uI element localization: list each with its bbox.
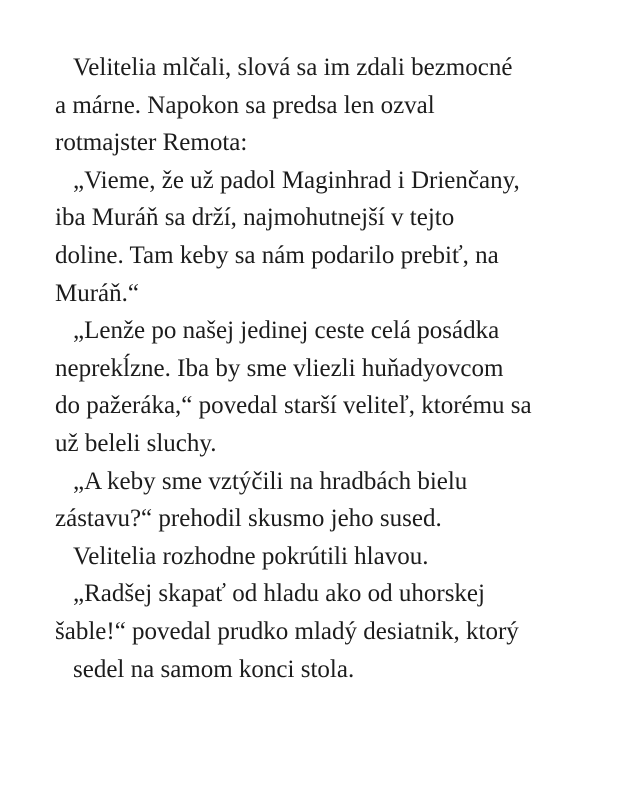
paragraph-5-line-1: Velitelia rozhodne pokrútili hlavou.: [73, 542, 429, 570]
paragraph-6-line-2: šable!“ povedal prudko mladý desiatnik, ktorý: [55, 617, 519, 645]
paragraph-2-line-3: doline. Tam keby sa nám podarilo prebiť, na: [55, 241, 499, 269]
body-text: [55, 49, 605, 688]
paragraph-3-line-1: „Lenže po našej jedinej ceste celá posádka: [73, 317, 500, 345]
paragraph-1-line-2: a márne. Napokon sa predsa len ozval: [55, 91, 435, 119]
paragraph-2-line-2: iba Muráň sa drží, najmohutnejší v tejto: [55, 204, 455, 232]
paragraph-2-line-1: „Vieme, že už padol Maginhrad i Drienčany,: [73, 166, 520, 194]
paragraph-3-line-3: do pažeráka,“ povedal starší veliteľ, ktorému sa: [55, 392, 532, 420]
paragraph-6-line-1: „Radšej skapať od hladu ako od uhorskej: [73, 580, 485, 608]
paragraph-6-line-3: sedel na samom konci stola.: [73, 655, 355, 683]
paragraph-1-line-3: rotmajster Remota:: [55, 129, 248, 157]
paragraph-2-line-4: Muráň.“: [55, 279, 139, 307]
paragraph-1-line-1: Velitelia mlčali, slová sa im zdali bezmocné: [73, 54, 513, 81]
paragraph-4-line-1: „A keby sme vztýčili na hradbách bielu: [73, 467, 468, 495]
paragraph-3-line-4: už beleli sluchy.: [55, 429, 217, 457]
paragraph-4-line-2: zástavu?“ prehodil skusmo jeho sused.: [55, 505, 442, 533]
paragraph-3-line-2: neprekĺzne. Iba by sme vliezli huňadyovcom: [55, 354, 504, 382]
